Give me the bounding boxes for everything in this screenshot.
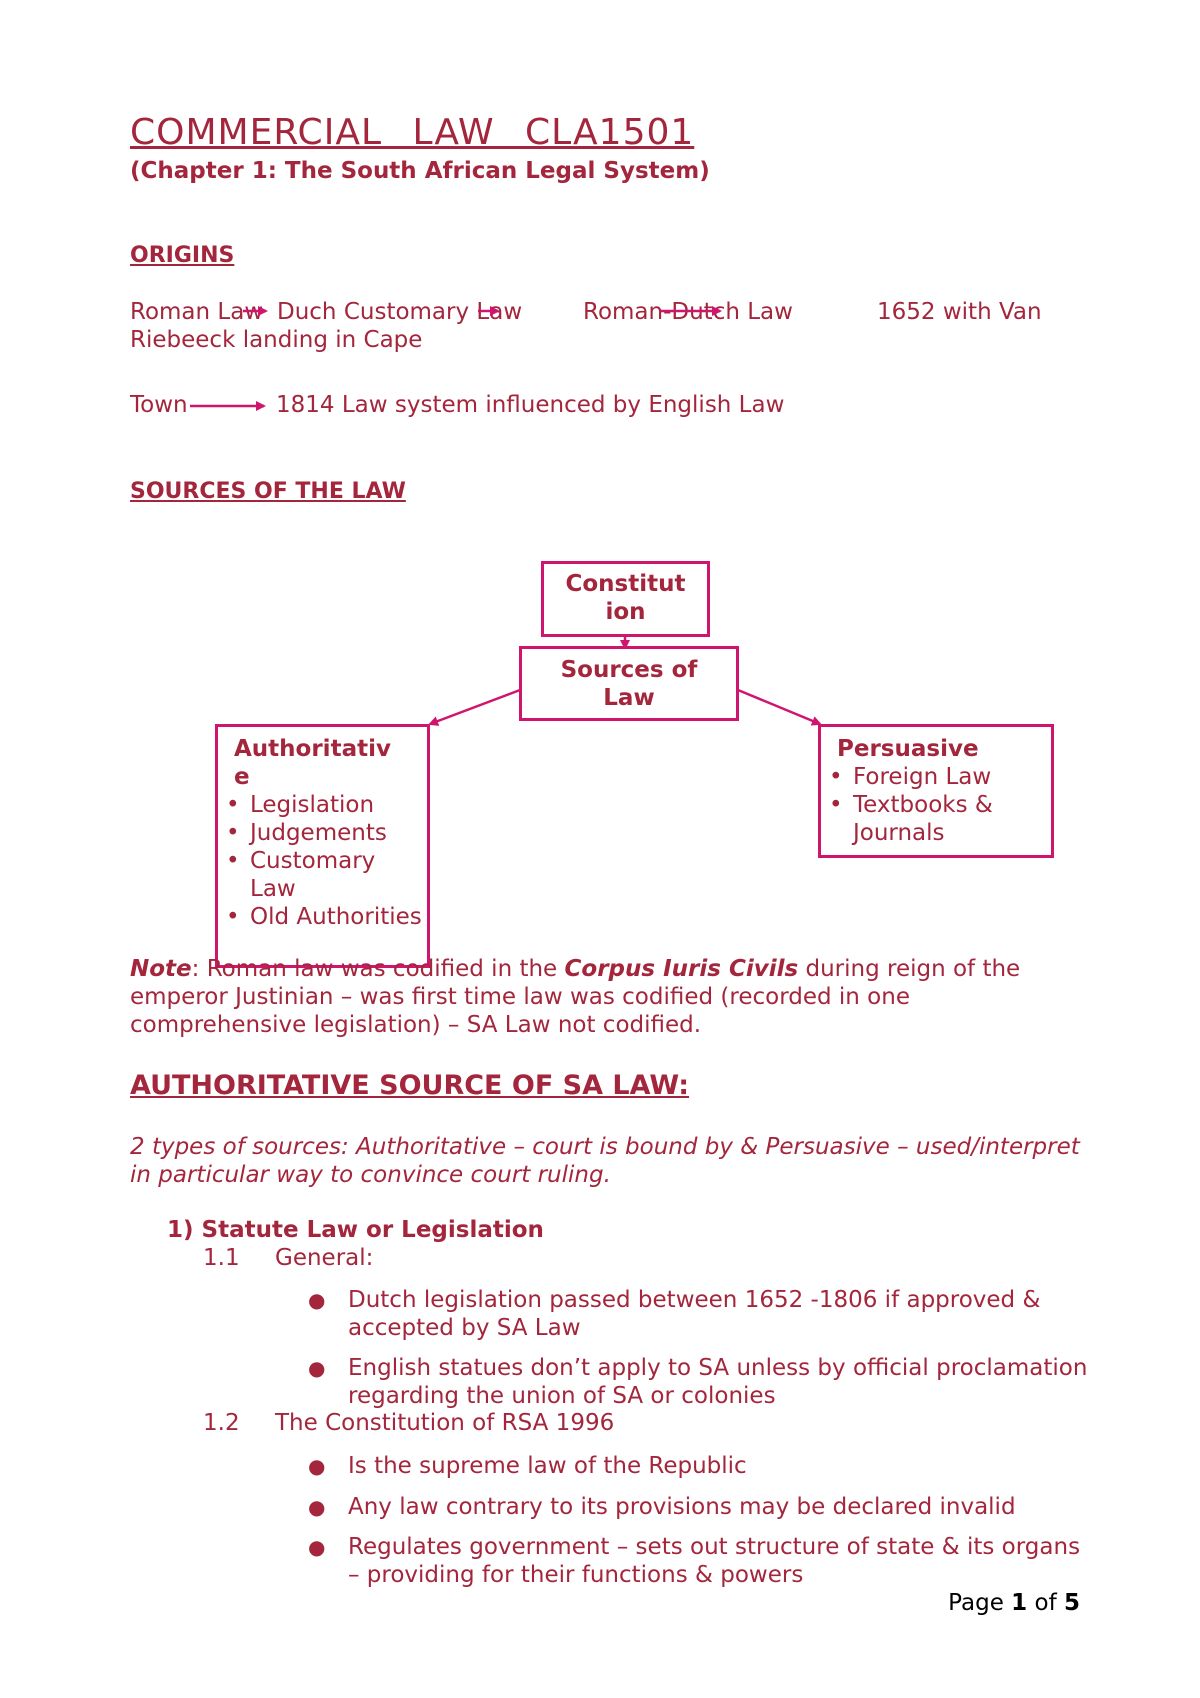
list-item: • Customary Law (222, 847, 427, 903)
corpus-iuris-civils: Corpus Iuris Civils (564, 956, 799, 982)
list-item: • Judgements (222, 819, 427, 847)
persuasive-title: Persuasive (837, 736, 979, 762)
list-item: • Old Authorities (222, 903, 427, 931)
list-item: • Legislation (222, 791, 427, 819)
origins-roman-dutch: Roman-Dutch Law (583, 299, 793, 325)
list-item: ● Any law contrary to its provisions may be declared invalid (308, 1494, 1016, 1520)
document-subtitle: (Chapter 1: The South African Legal System) (130, 158, 710, 184)
note-paragraph: Note: Roman law was codified in the Corpus Iuris Civils during reign of the emperor Justinian – was first time law was codified (recorded in one comprehensive legislation) – SA Law not codified. (130, 956, 1021, 1038)
origins-roman-law: Roman Law (130, 299, 264, 325)
origins-english-1814: 1814 Law system influenced by English Law (276, 392, 785, 418)
persuasive-list (825, 763, 1051, 847)
list-item: ● Dutch legislation passed between 1652 -1806 if approved & accepted by SA Law (308, 1287, 1041, 1341)
persuasive-box (818, 724, 1054, 858)
subsection-1-2: 1.2 The Constitution of RSA 1996 (203, 1410, 615, 1436)
sources-intro: 2 types of sources: Authoritative – court is bound by & Persuasive – used/interpret in particular way to convince court ruling. (130, 1134, 1080, 1188)
arrow-sources-to-persuasive (738, 690, 820, 724)
constitution-label-line1: Constitut (565, 571, 686, 597)
authoritative-title-line2: e (234, 764, 250, 790)
origins-van-riebeeck-line1: 1652 with Van (877, 299, 1042, 325)
authoritative-title-line1: Authoritativ (234, 736, 391, 762)
arrow-sources-to-authoritative (430, 690, 520, 724)
section-statute-law: 1) Statute Law or Legislation (167, 1217, 544, 1243)
origins-heading: ORIGINS (130, 243, 235, 268)
constitution-box (541, 561, 710, 637)
origins-van-riebeeck-line2: Riebeeck landing in Cape (130, 327, 423, 353)
authoritative-section-heading: AUTHORITATIVE SOURCE OF SA LAW: (130, 1070, 690, 1101)
sources-label-line2: Law (603, 685, 655, 711)
list-item: • Textbooks & Journals (825, 791, 1051, 847)
list-item: ● Regulates government – sets out structure of state & its organs – providing for their functions & powers (308, 1534, 1081, 1588)
authoritative-box (215, 724, 430, 968)
constitution-label-line2: ion (605, 599, 646, 625)
origins-town: Town (130, 392, 188, 418)
list-item: ● English statues don’t apply to SA unless by official proclamation regarding the union of SA or colonies (308, 1355, 1088, 1409)
subsection-1-1: 1.1 General: (203, 1245, 374, 1271)
sources-of-law-box (519, 646, 739, 721)
list-item: ● Is the supreme law of the Republic (308, 1453, 747, 1479)
origins-dutch-customary: Duch Customary Law (277, 299, 523, 325)
sources-heading: SOURCES OF THE LAW (130, 479, 406, 504)
authoritative-list (222, 791, 427, 931)
note-label: Note (130, 956, 192, 982)
document-title: COMMERCIAL LAW CLA1501 (130, 112, 695, 153)
sources-label-line1: Sources of (560, 657, 698, 683)
page-number: Page 1 of 5 (948, 1590, 1080, 1616)
list-item: • Foreign Law (825, 763, 1051, 791)
